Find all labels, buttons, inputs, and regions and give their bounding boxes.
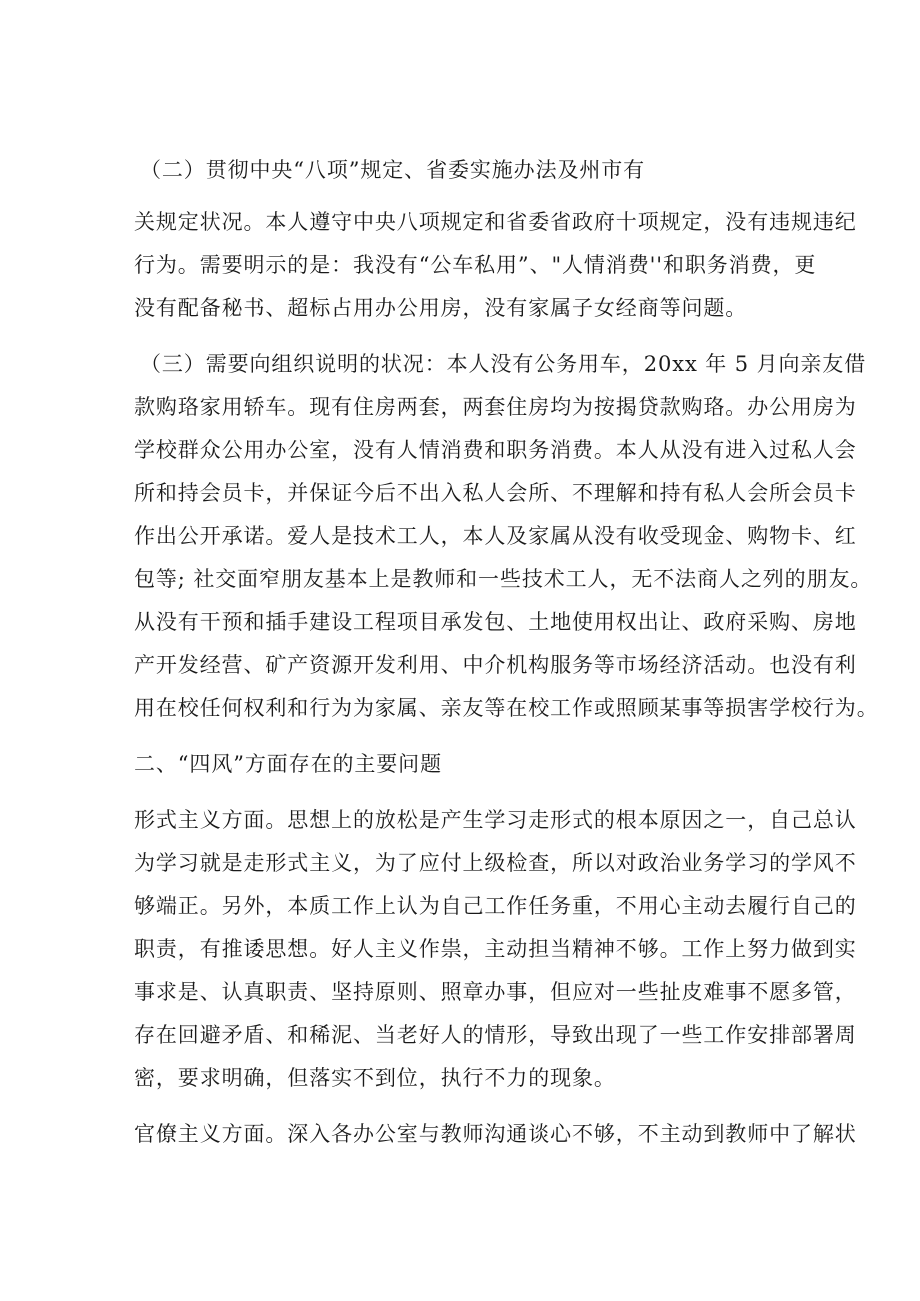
paragraph-line: 形式主义方面。思想上的放松是产生学习走形式的根本原因之一，自己总认 bbox=[134, 808, 857, 832]
paragraph-line: 包等; 社交面窄朋友基本上是教师和一些技术工人，无不法商人之列的朋友。 bbox=[134, 567, 873, 591]
paragraph-line: 够端正。另外，本质工作上认为自己工作任务重，不用心主动去履行自己的 bbox=[134, 894, 857, 918]
paragraph-line: 产开发经营、矿产资源开发利用、中介机构服务等市场经济活动。也没有利 bbox=[134, 653, 857, 677]
paragraph-line: 学校群众公用办公室，没有人情消费和职务消费。本人从没有进入过私人会 bbox=[134, 438, 857, 462]
section-heading-2: （二）贯彻中央“八项”规定、省委实施办法及州市有 bbox=[140, 158, 646, 182]
paragraph-line: 密，要求明确，但落实不到位，执行不力的现象。 bbox=[134, 1066, 616, 1090]
paragraph-line: 存在回避矛盾、和稀泥、当老好人的情形，导致出现了一些工作安排部署周 bbox=[134, 1023, 857, 1047]
paragraph-line: 职责，有推诿思想。好人主义作祟，主动担当精神不够。工作上努力做到实 bbox=[134, 937, 857, 961]
paragraph-line: 事求是、认真职责、坚持原则、照章办事，但应对一些扯皮难事不愿多管， bbox=[134, 980, 857, 1004]
section-heading-3: （三）需要向组织说明的状况：本人没有公务用车，20xx 年 5 月向亲友借 bbox=[140, 352, 867, 376]
paragraph-line: 款购珞家用轿车。现有住房两套，两套住房均为按揭贷款购珞。办公用房为 bbox=[134, 395, 857, 419]
paragraph-line: 作出公开承诺。爱人是技术工人，本人及家属从没有收受现金、购物卡、红 bbox=[134, 524, 857, 548]
paragraph-line: 行为。需要明示的是：我没有“公车私用”、"人情消费''和职务消费，更 bbox=[134, 253, 817, 277]
paragraph-line: 为学习就是走形式主义，为了应付上级检查，所以对政治业务学习的学风不 bbox=[134, 851, 857, 875]
paragraph-line: 所和持会员卡，并保证今后不出入私人会所、不理解和持有私人会所会员卡 bbox=[134, 481, 857, 505]
paragraph-line: 关规定状况。本人遵守中央八项规定和省委省政府十项规定，没有违规违纪 bbox=[134, 210, 857, 234]
section-heading-four-winds: 二、“四风”方面存在的主要问题 bbox=[134, 752, 442, 776]
paragraph-line: 用在校任何权利和行为为家属、亲友等在校工作或照顾某事等损害学校行为。 bbox=[134, 696, 879, 720]
paragraph-line: 官僚主义方面。深入各办公室与教师沟通谈心不够，不主动到教师中了解状 bbox=[134, 1122, 857, 1146]
paragraph-line: 没有配备秘书、超标占用办公用房，没有家属子女经商等问题。 bbox=[134, 296, 748, 320]
paragraph-line: 从没有干预和插手建设工程项目承发包、土地使用权出让、政府采购、房地 bbox=[134, 610, 857, 634]
